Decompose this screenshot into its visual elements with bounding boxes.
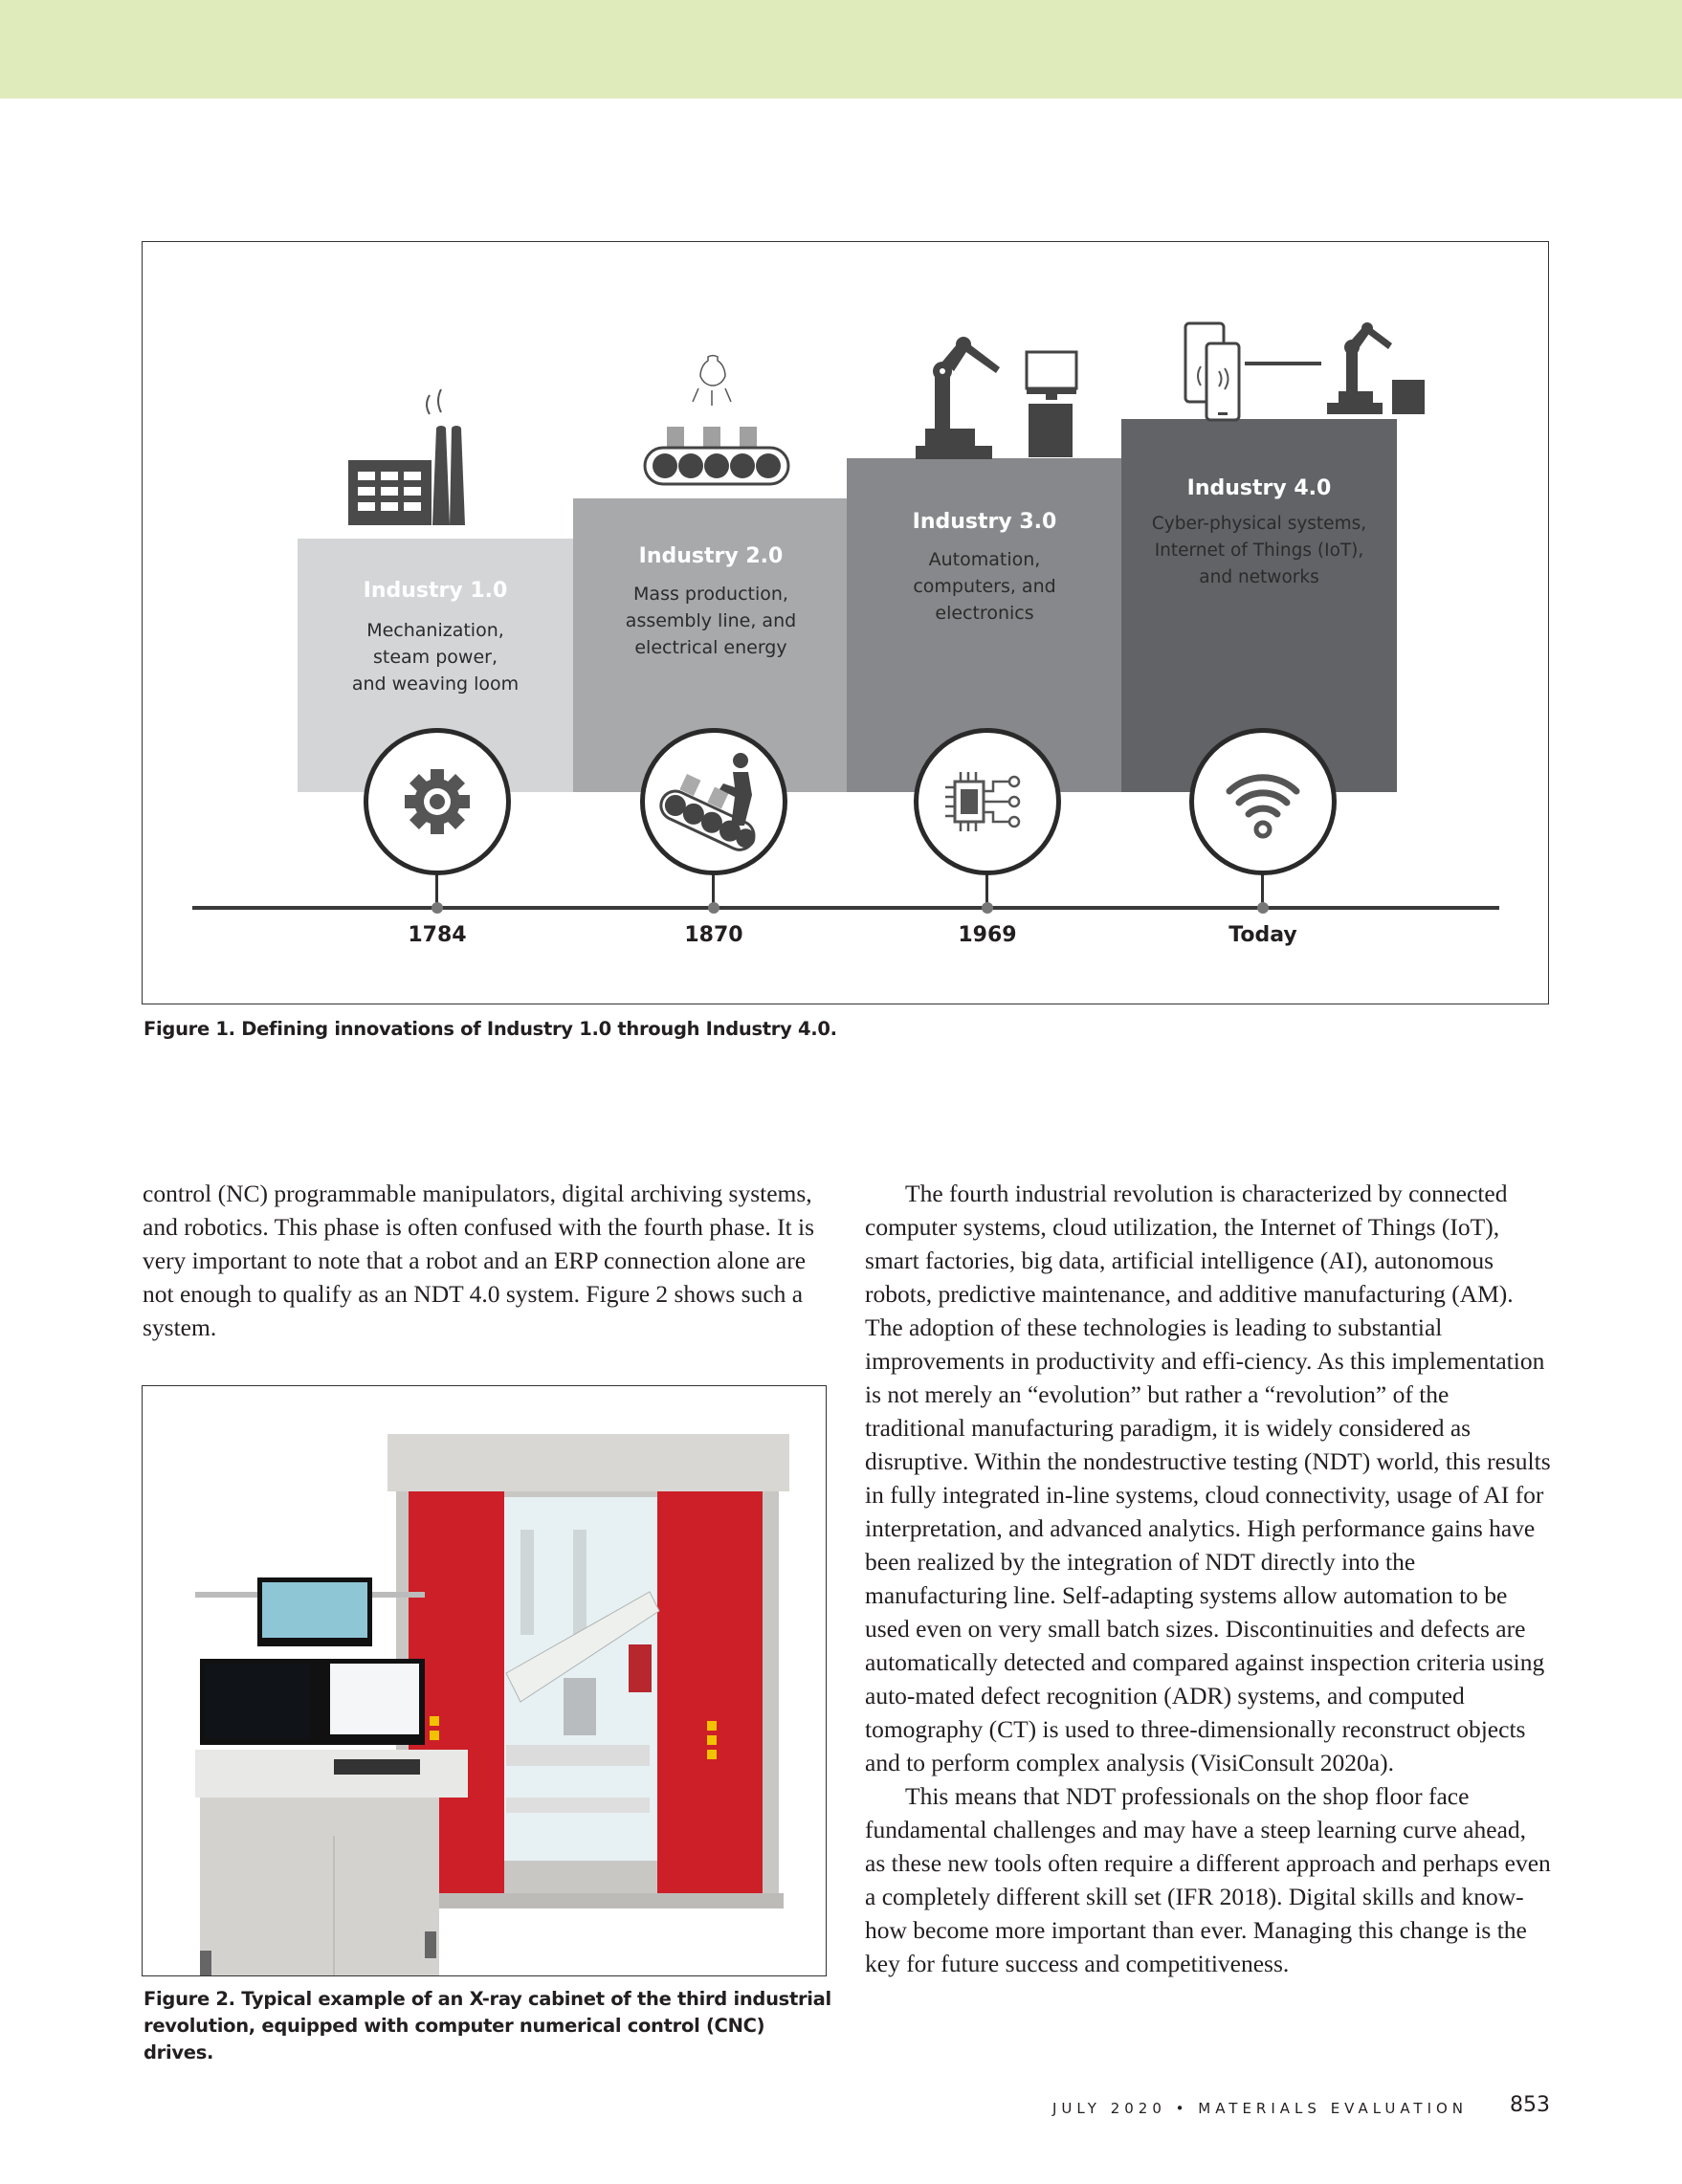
microchip-icon xyxy=(940,768,1035,835)
timeline-year-today: Today xyxy=(1228,923,1297,947)
header-color-band xyxy=(0,0,1682,99)
figure-1 xyxy=(142,241,1549,1004)
stage-description: Mass production, assembly line, and electrical energy xyxy=(625,584,797,658)
timeline-dot xyxy=(1257,902,1269,914)
robot-arm-computer-icon xyxy=(908,333,1080,467)
stage-description: Cyber-physical systems, Internet of Things (IoT), and networks xyxy=(1151,514,1367,587)
factory-icon xyxy=(348,386,473,529)
conveyor-lightbulb-icon xyxy=(626,352,798,486)
assembly-worker-icon xyxy=(656,749,771,854)
timeline-axis xyxy=(192,906,1499,910)
timeline-dot xyxy=(708,902,719,914)
timeline-year-1969: 1969 xyxy=(958,923,1017,947)
figure-1-caption: Figure 1. Defining innovations of Industry 1.0 through Industry 4.0. xyxy=(144,1018,837,1040)
stage-title: Industry 3.0 xyxy=(912,510,1057,534)
timeline-dot xyxy=(432,902,443,914)
stage-circle-3 xyxy=(914,728,1061,875)
devices-robot-network-icon xyxy=(1176,319,1434,433)
page-number: 853 xyxy=(1510,2093,1550,2117)
stage-circle-2 xyxy=(640,728,787,875)
timeline-dot xyxy=(982,902,993,914)
paragraph: The fourth industrial revolution is characterized by connected computer systems, cloud utilization, the Internet of Things (IoT), smart factories, big data, artificial intelligence (AI), autonomous robots, predictive maintenance, and additive manufacturing (AM). The adoption of these technologies is leading to substantial improvements in productivity and effi-ciency. As this implementation is not merely an “evolution” but rather a “revolution” of the traditional manufacturing paradigm, it is widely considered as disruptive. Within the nondestructive testing (NDT) world, this results in fully integrated in-line systems, cloud connectivity, usage of AI for interpretation, and advanced analytics. High performance gains have been realized by the integration of NDT directly into the manufacturing line. Self-adapting systems allow automation to be used even on very small batch sizes. Discontinuities and defects are automatically detected and compared against inspection criteria using auto-mated defect recognition (ADR) systems, and computed tomography (CT) is used to three-dimensionally reconstruct objects and to perform complex analysis (VisiConsult 2020a). xyxy=(865,1180,1551,1776)
stage-title: Industry 1.0 xyxy=(363,579,508,603)
body-left-column xyxy=(143,1177,830,1344)
stage-title: Industry 4.0 xyxy=(1186,476,1332,500)
paragraph: This means that NDT professionals on the shop floor face fundamental challenges and may have a steep learning curve ahead, as these new tools often require a different approach and perhaps even a completely different skill set (IFR 2018). Digital skills and know-how become more important than ever. Managing this change is the key for future success and competitiveness. xyxy=(865,1782,1551,1977)
running-footer: JULY 2020 • MATERIALS EVALUATION xyxy=(1052,2100,1469,2117)
xray-cabinet-photo xyxy=(143,1386,827,1976)
timeline-year-1870: 1870 xyxy=(684,923,743,947)
timeline-year-1784: 1784 xyxy=(408,923,467,947)
gear-icon xyxy=(399,763,476,840)
paragraph: control (NC) programmable manipulators, digital archiving systems, and robotics. This phase is often confused with the fourth phase. It is very important to note that a robot and an ERP connection alone are not enough to qualify as an NDT 4.0 system. Figure 2 shows such a system. xyxy=(143,1180,815,1341)
figure-2 xyxy=(142,1385,827,1976)
stage-description: Automation, computers, and electronics xyxy=(913,549,1056,624)
stage-title: Industry 2.0 xyxy=(638,544,784,568)
figure-2-caption: Figure 2. Typical example of an X-ray cabinet of the third industrial revolution, equipped with computer numerical control (CNC) drives. xyxy=(144,1988,831,2063)
stage-description: Mechanization, steam power, and weaving loom xyxy=(351,620,520,695)
stage-circle-4 xyxy=(1189,728,1337,875)
wifi-icon xyxy=(1220,759,1306,845)
body-right-column xyxy=(865,1177,1552,1980)
stage-circle-1 xyxy=(364,728,511,875)
